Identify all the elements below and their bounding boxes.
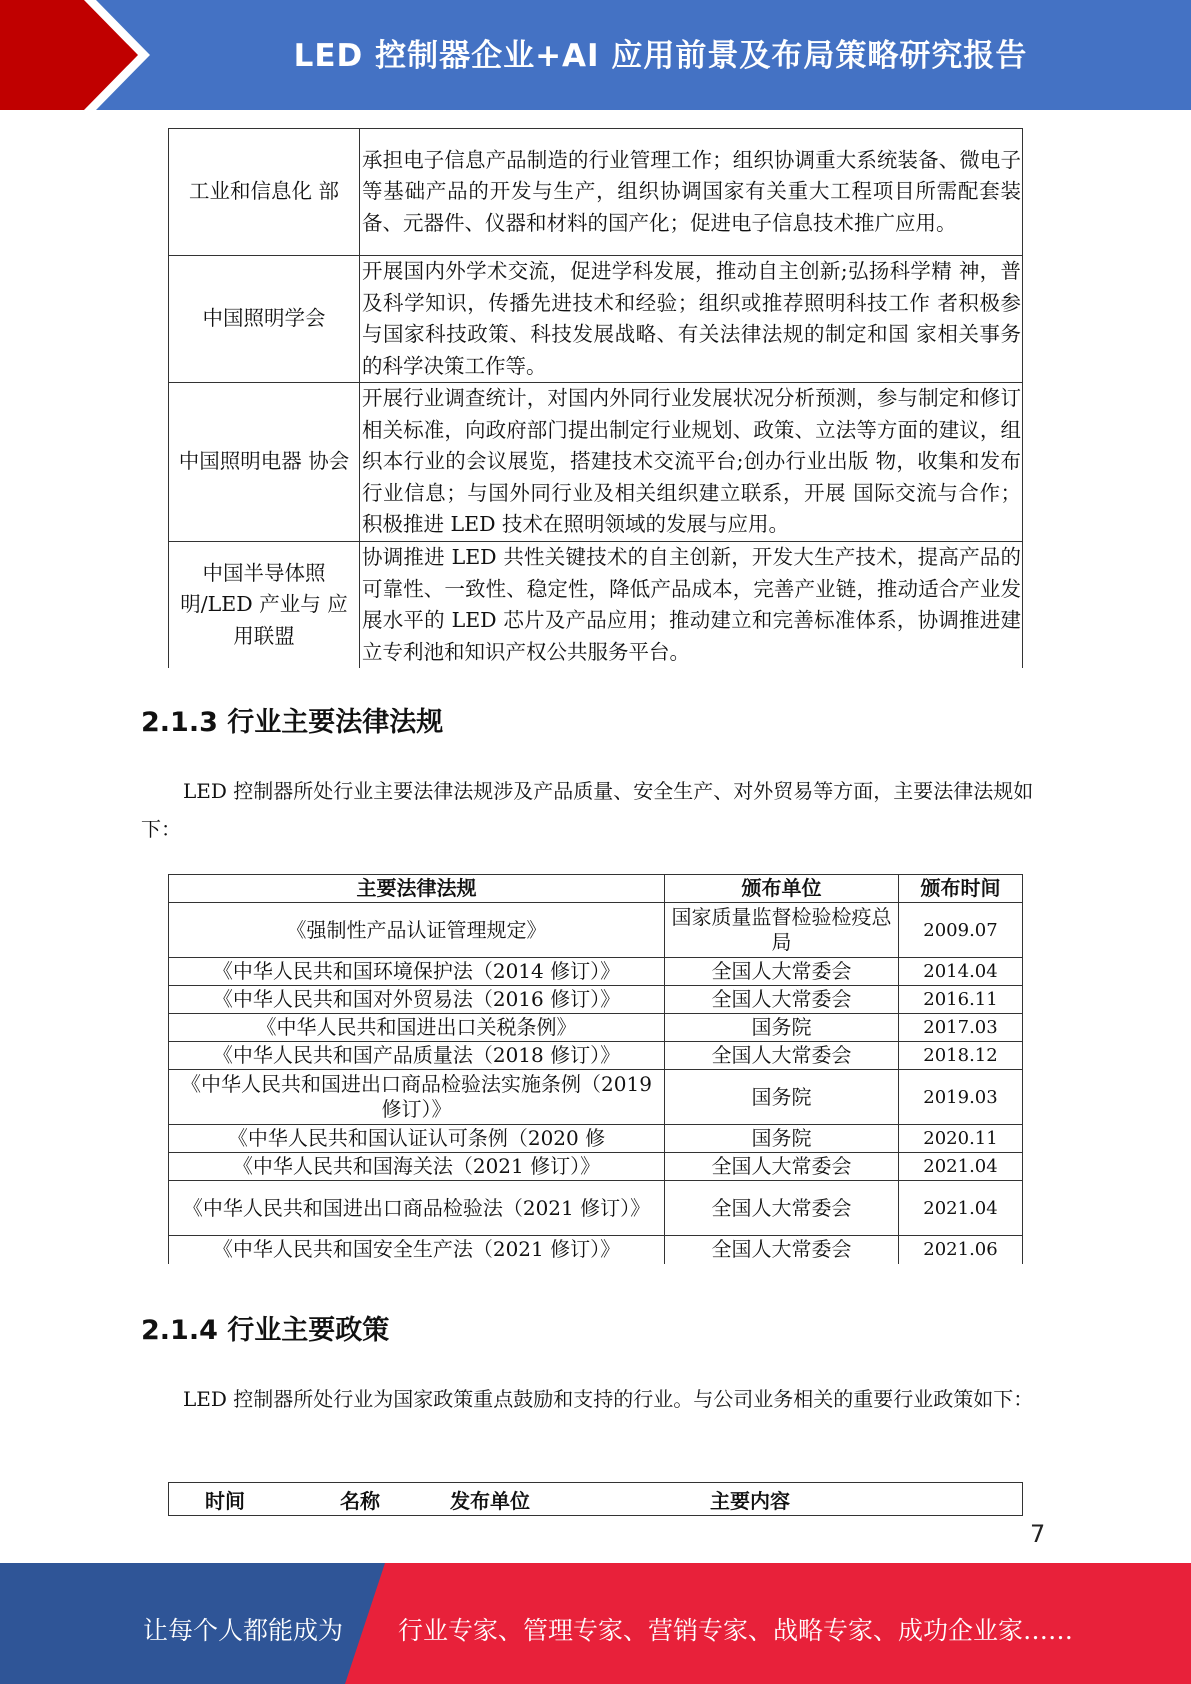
column-header: 名称	[340, 1483, 450, 1516]
table-row	[169, 256, 1023, 383]
org-desc: 开展行业调查统计，对国内外同行业发展状况分析预测，参与制定和修订相关标准，向政府部门提出制定行业规划、政策、立法等方面的建议，组织本行业的会议展览，搭建技术交流平台;创办行业出版 物，收集和发布行业信息；与国外同行业及相关组织建立联系，开展 国际交流与合作；积极推进 LED 技术在照明领域的发展与应用。	[360, 383, 1023, 542]
table-header-row	[169, 875, 1023, 903]
table-row	[169, 1236, 1023, 1264]
page-footer	[0, 1563, 1191, 1684]
law-date: 2017.03	[899, 1014, 1023, 1042]
policy-table	[168, 1482, 1023, 1516]
page-header	[0, 0, 1191, 110]
section-heading-policies: 2.1.4 行业主要政策	[141, 1315, 390, 1346]
law-date: 2016.11	[899, 986, 1023, 1014]
law-date: 2021.04	[899, 1181, 1023, 1236]
column-header: 主要内容	[690, 1483, 1023, 1516]
table-row	[169, 383, 1023, 542]
document-title: LED 控制器企业+AI 应用前景及布局策略研究报告	[293, 38, 1028, 74]
law-date: 2014.04	[899, 958, 1023, 986]
org-name: 工业和信息化 部	[169, 129, 360, 256]
table-row	[169, 1125, 1023, 1153]
section-heading-laws: 2.1.3 行业主要法律法规	[141, 707, 444, 738]
org-name: 中国照明电器 协会	[169, 383, 360, 542]
column-header: 颁布单位	[665, 875, 899, 903]
table-row	[169, 129, 1023, 256]
table-row	[169, 958, 1023, 986]
law-unit: 国务院	[665, 1125, 899, 1153]
law-name: 《中华人民共和国进出口商品检验法（2021 修订）》	[169, 1181, 665, 1236]
column-header: 发布单位	[450, 1483, 690, 1516]
table-row	[169, 542, 1023, 669]
law-unit: 全国人大常委会	[665, 1042, 899, 1070]
org-table	[168, 128, 1023, 668]
law-name: 《中华人民共和国进出口商品检验法实施条例（2019 修订）》	[169, 1070, 665, 1125]
section-intro-laws: LED 控制器所处行业主要法律法规涉及产品质量、安全生产、对外贸易等方面，主要法律法规如下：	[141, 779, 1034, 841]
law-unit: 国务院	[665, 1014, 899, 1042]
footer-slogan-left: 让每个人都能成为	[143, 1616, 344, 1645]
law-date: 2021.04	[899, 1153, 1023, 1181]
law-unit: 全国人大常委会	[665, 1236, 899, 1264]
law-unit: 全国人大常委会	[665, 958, 899, 986]
law-unit: 全国人大常委会	[665, 986, 899, 1014]
law-name: 《中华人民共和国产品质量法（2018 修订）》	[169, 1042, 665, 1070]
law-date: 2020.11	[899, 1125, 1023, 1153]
org-desc: 开展国内外学术交流，促进学科发展，推动自主创新;弘扬科学精 神，普及科学知识，传播先进技术和经验；组织或推荐照明科技工作 者积极参与国家科技政策、科技发展战略、有关法律法规的制定和国 家相关事务的科学决策工作等。	[360, 256, 1023, 383]
column-header: 颁布时间	[899, 875, 1023, 903]
law-unit: 全国人大常委会	[665, 1153, 899, 1181]
table-row	[169, 1042, 1023, 1070]
org-name: 中国半导体照 明/LED 产业与 应用联盟	[169, 542, 360, 669]
law-name: 《强制性产品认证管理规定》	[169, 903, 665, 958]
column-header: 时间	[169, 1483, 341, 1516]
org-name: 中国照明学会	[169, 256, 360, 383]
law-name: 《中华人民共和国认证认可条例（2020 修	[169, 1125, 665, 1153]
table-row	[169, 1014, 1023, 1042]
law-name: 《中华人民共和国环境保护法（2014 修订）》	[169, 958, 665, 986]
law-name: 《中华人民共和国进出口关税条例》	[169, 1014, 665, 1042]
table-row	[169, 903, 1023, 958]
law-unit: 国家质量监督检验检疫总局	[665, 903, 899, 958]
table-row	[169, 1070, 1023, 1125]
org-desc: 承担电子信息产品制造的行业管理工作；组织协调重大系统装备、微电子等基础产品的开发与生产，组织协调国家有关重大工程项目所需配套装备、元器件、仪器和材料的国产化；促进电子信息技术推广应用。	[360, 129, 1023, 256]
table-row	[169, 1181, 1023, 1236]
footer-slogan-right: 行业专家、管理专家、营销专家、战略专家、成功企业家……	[398, 1616, 1074, 1645]
section-intro-policies: LED 控制器所处行业为国家政策重点鼓励和支持的行业。与公司业务相关的重要行业政策如下：	[183, 1387, 1034, 1411]
law-name: 《中华人民共和国对外贸易法（2016 修订）》	[169, 986, 665, 1014]
law-date: 2009.07	[899, 903, 1023, 958]
law-date: 2021.06	[899, 1236, 1023, 1264]
law-name: 《中华人民共和国安全生产法（2021 修订）》	[169, 1236, 665, 1264]
column-header: 主要法律法规	[169, 875, 665, 903]
law-table	[168, 874, 1023, 1264]
table-header-row	[169, 1483, 1023, 1516]
table-row	[169, 986, 1023, 1014]
table-row	[169, 1153, 1023, 1181]
law-date: 2019.03	[899, 1070, 1023, 1125]
law-name: 《中华人民共和国海关法（2021 修订）》	[169, 1153, 665, 1181]
law-unit: 国务院	[665, 1070, 899, 1125]
page-number: 7	[1030, 1520, 1046, 1548]
law-date: 2018.12	[899, 1042, 1023, 1070]
org-desc: 协调推进 LED 共性关键技术的自主创新，开发大生产技术，提高产品的可靠性、一致性、稳定性，降低产品成本，完善产业链，推动适合产业发展水平的 LED 芯片及产品应用；推动建立和完善标准体系，协调推进建立专利池和知识产权公共服务平台。	[360, 542, 1023, 669]
law-unit: 全国人大常委会	[665, 1181, 899, 1236]
